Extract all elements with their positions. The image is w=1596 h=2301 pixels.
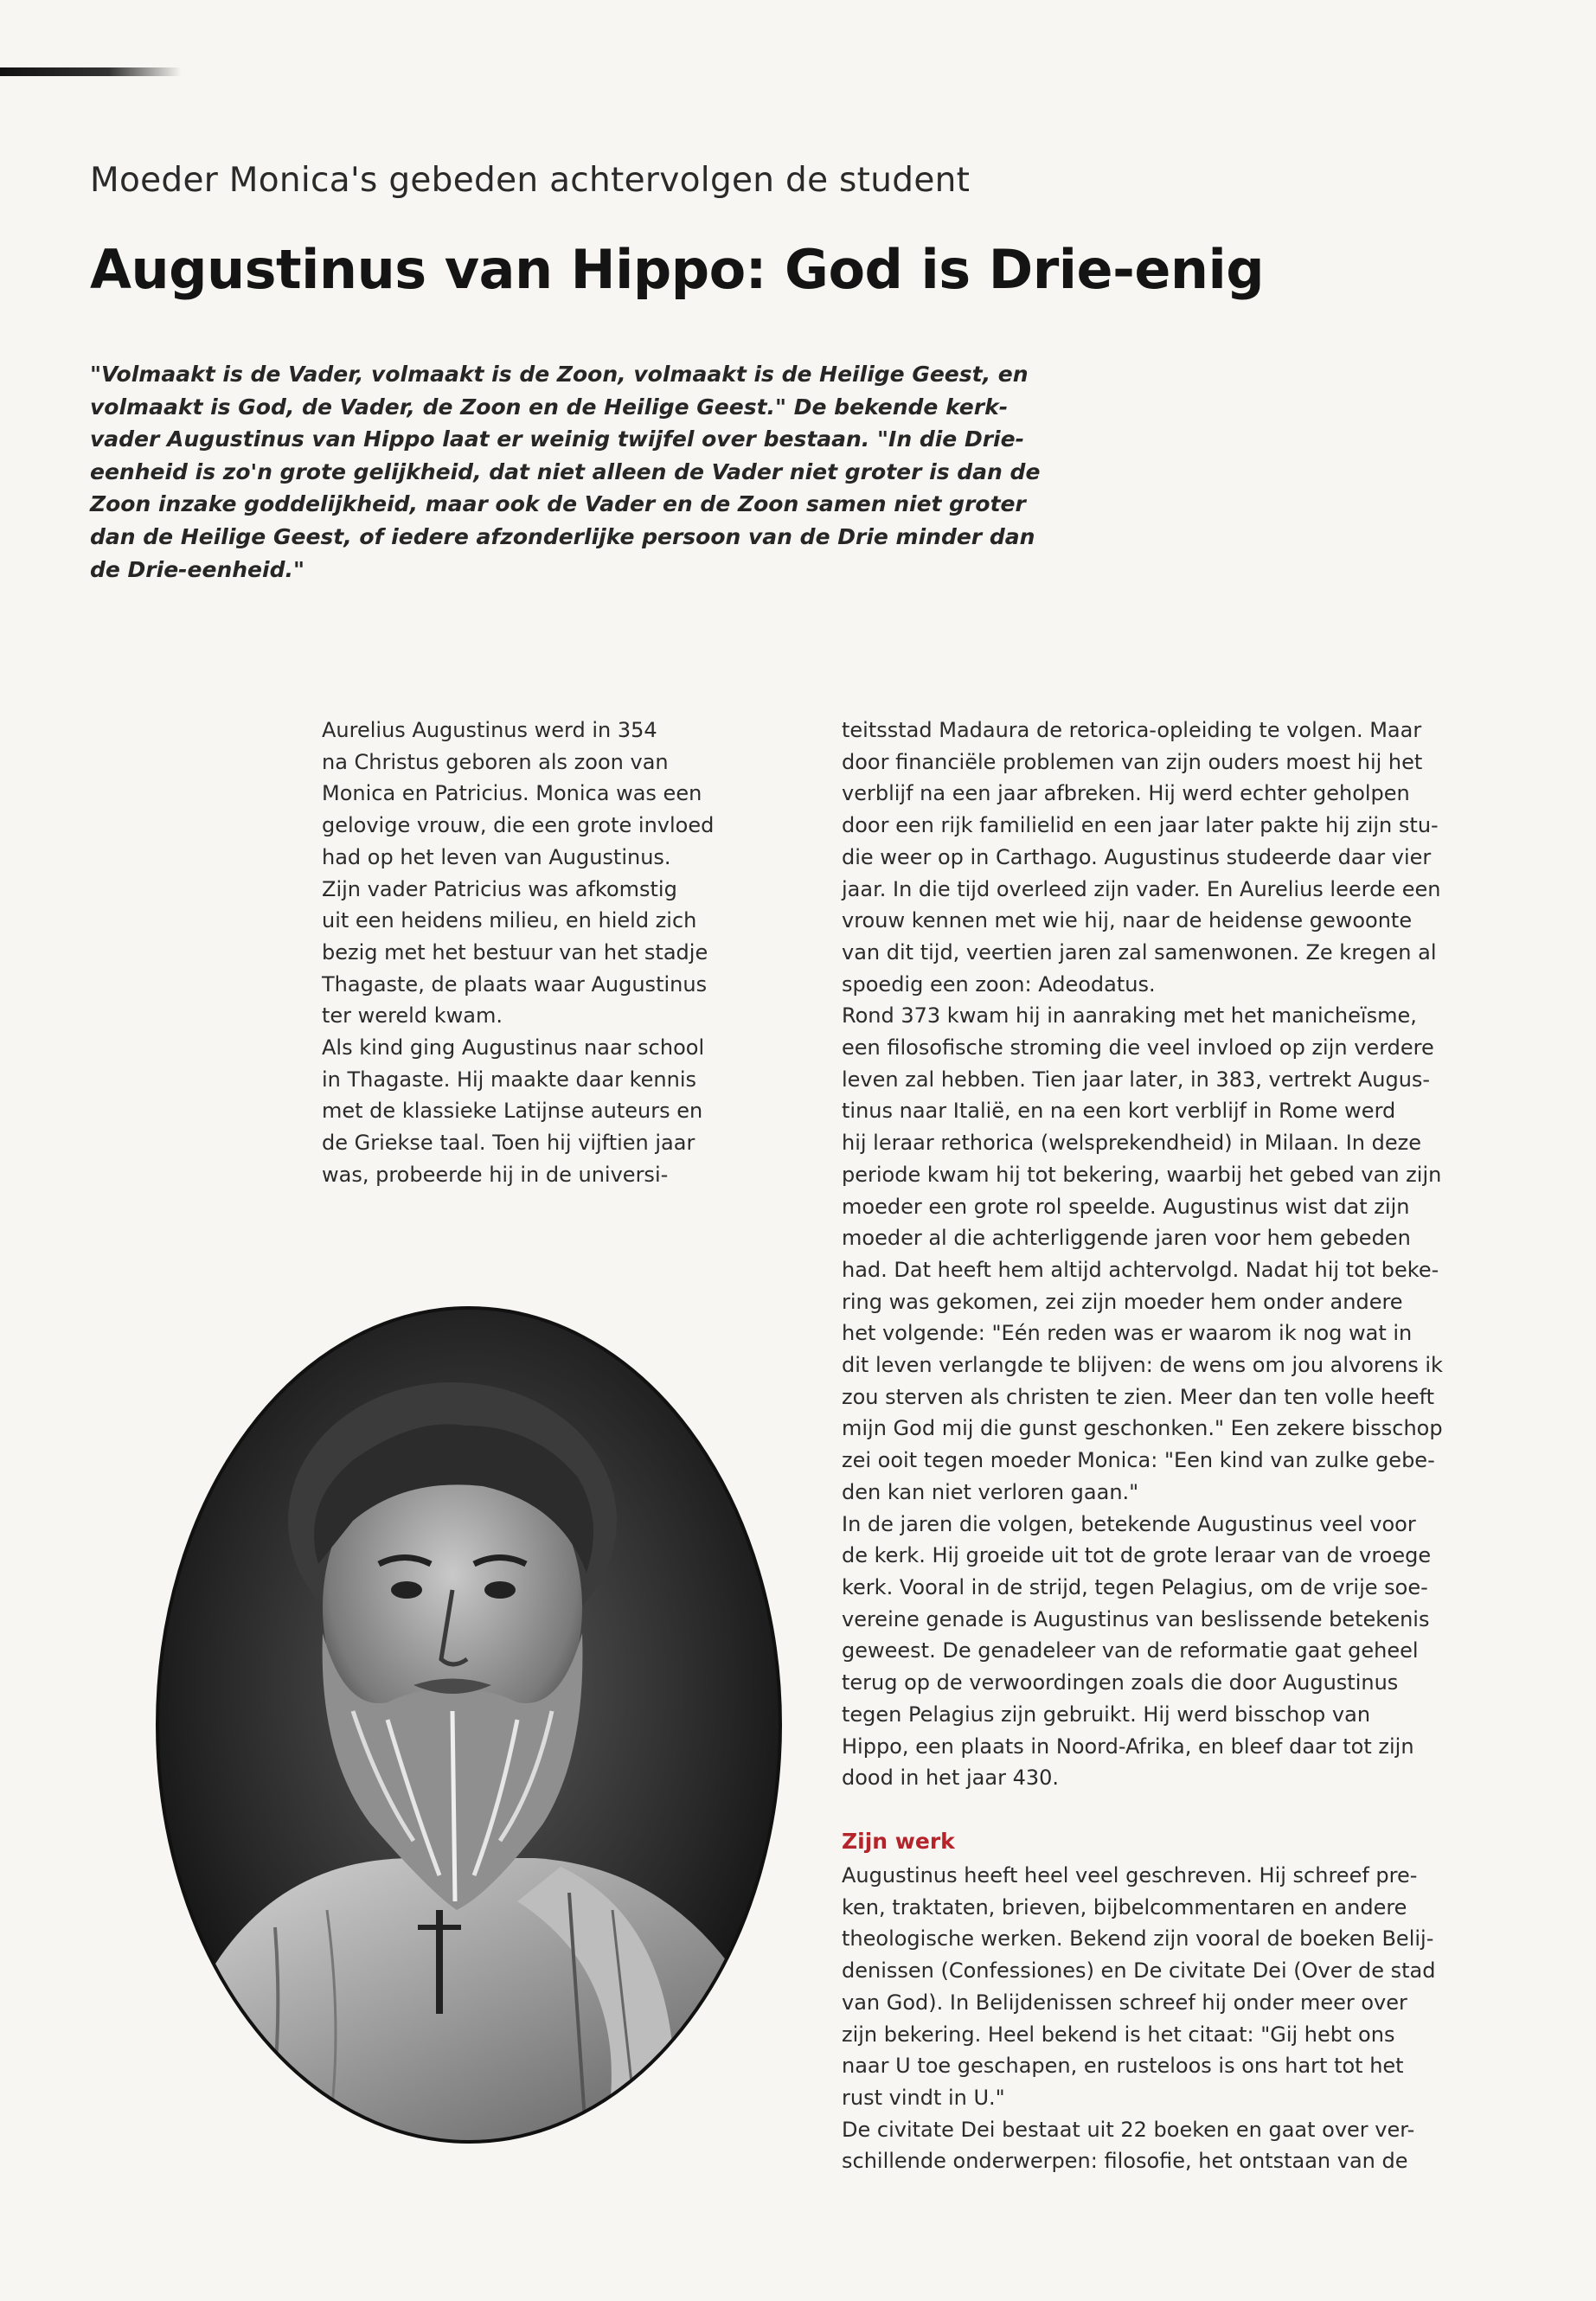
body-line: Hippo, een plaats in Noord-Afrika, en bleef daar tot zijn: [842, 1734, 1414, 1759]
body-line: In de jaren die volgen, betekende Augustinus veel voor: [842, 1511, 1416, 1536]
body-line: jaar. In die tijd overleed zijn vader. En Aurelius leerde een: [842, 876, 1441, 901]
body-line: ter wereld kwam.: [322, 1003, 503, 1029]
section-heading: Zijn werk: [842, 1829, 955, 1854]
article-kicker: Moeder Monica's gebeden achtervolgen de student: [90, 161, 971, 200]
intro-quote: [90, 358, 1154, 586]
intro-line: de Drie-eenheid.": [90, 556, 304, 582]
body-line: theologische werken. Bekend zijn vooral de boeken Belij-: [842, 1926, 1434, 1952]
article-title: Augustinus van Hippo: God is Drie-enig: [90, 238, 1265, 301]
body-line: vereine genade is Augustinus van beslissende betekenis: [842, 1606, 1430, 1631]
body-line: na Christus geboren als zoon van: [322, 749, 669, 774]
body-line: teitsstad Madaura de retorica-opleiding te volgen. Maar: [842, 718, 1422, 742]
body-line: de kerk. Hij groeide uit tot de grote leraar van de vroege: [842, 1543, 1432, 1568]
body-line: zijn bekering. Heel bekend is het citaat: "Gij hebt ons: [842, 2022, 1395, 2047]
body-line: geweest. De genadeleer van de reformatie gaat geheel: [842, 1638, 1419, 1663]
body-line: zou sterven als christen te zien. Meer dan ten volle heeft: [842, 1384, 1435, 1409]
augustinus-portrait: [154, 1304, 784, 2145]
body-line: kerk. Vooral in de strijd, tegen Pelagius, om de vrije soe-: [842, 1574, 1428, 1599]
body-line: Zijn vader Patricius was afkomstig: [322, 876, 677, 901]
body-line: vrouw kennen met wie hij, naar de heidense gewoonte: [842, 908, 1413, 933]
body-column-right: [842, 715, 1508, 1794]
intro-line: "Volmaakt is de Vader, volmaakt is de Zoon, volmaakt is de Heilige Geest, en: [90, 362, 1029, 387]
body-line: door financiële problemen van zijn ouders moest hij het: [842, 749, 1423, 774]
body-line: van dit tijd, veertien jaren zal samenwonen. Ze kregen al: [842, 939, 1437, 965]
body-line: door een rijk familielid en een jaar later pakte hij zijn stu-: [842, 813, 1439, 838]
body-line: Thagaste, de plaats waar Augustinus: [322, 971, 708, 997]
body-line: dood in het jaar 430.: [842, 1766, 1060, 1791]
intro-line: eenheid is zo'n grote gelijkheid, dat niet alleen de Vader niet groter is dan de: [90, 458, 1041, 484]
intro-line: vader Augustinus van Hippo laat er weinig twijfel over bestaan. "In die Drie-: [90, 426, 1024, 452]
body-line: De civitate Dei bestaat uit 22 boeken en gaat over ver-: [842, 2117, 1415, 2142]
body-line: bezig met het bestuur van het stadje: [322, 939, 708, 965]
body-line: periode kwam hij tot bekering, waarbij het gebed van zijn: [842, 1162, 1442, 1187]
body-line: het volgende: "Eén reden was er waarom ik nog wat in: [842, 1321, 1413, 1346]
body-line: Aurelius Augustinus werd in 354: [322, 718, 657, 742]
corner-rule: [0, 67, 182, 76]
body-line: denissen (Confessiones) en De civitate Dei (Over de stad: [842, 1958, 1436, 1984]
body-line: zei ooit tegen moeder Monica: "Een kind van zulke gebe-: [842, 1448, 1435, 1473]
intro-line: dan de Heilige Geest, of iedere afzonderlijke persoon van de Drie minder dan: [90, 523, 1035, 549]
body-column-left: [322, 715, 789, 1191]
body-line: de Griekse taal. Toen hij vijftien jaar: [322, 1131, 695, 1156]
body-line: was, probeerde hij in de universi-: [322, 1162, 669, 1187]
body-line: den kan niet verloren gaan.": [842, 1479, 1139, 1504]
body-line: Als kind ging Augustinus naar school: [322, 1035, 705, 1061]
body-line: Rond 373 kwam hij in aanraking met het manicheïsme,: [842, 1003, 1417, 1029]
body-line: gelovige vrouw, die een grote invloed: [322, 813, 715, 838]
body-line: in Thagaste. Hij maakte daar kennis: [322, 1067, 697, 1092]
body-line: uit een heidens milieu, en hield zich: [322, 908, 697, 933]
body-line: tegen Pelagius zijn gebruikt. Hij werd bisschop van: [842, 1702, 1371, 1727]
body-line: rust vindt in U.": [842, 2085, 1005, 2110]
body-line: had. Dat heeft hem altijd achtervolgd. Nadat hij tot beke-: [842, 1257, 1439, 1282]
body-line: leven zal hebben. Tien jaar later, in 383, vertrekt Augus-: [842, 1067, 1431, 1092]
body-line: verblijf na een jaar afbreken. Hij werd echter geholpen: [842, 781, 1410, 806]
body-line: had op het leven van Augustinus.: [322, 844, 671, 869]
body-line: Monica en Patricius. Monica was een: [322, 781, 702, 806]
body-line: dit leven verlangde te blijven: de wens om jou alvorens ik: [842, 1353, 1443, 1378]
body-line: moeder al die achterliggende jaren voor hem gebeden: [842, 1226, 1411, 1251]
body-line: ken, traktaten, brieven, bijbelcommentaren en andere: [842, 1894, 1407, 1920]
body-line: ring was gekomen, zei zijn moeder hem onder andere: [842, 1289, 1403, 1314]
intro-line: volmaakt is God, de Vader, de Zoon en de Heilige Geest." De bekende kerk-: [90, 394, 1009, 420]
body-line: van God). In Belijdenissen schreef hij onder meer over: [842, 1990, 1407, 2015]
section-body: [842, 1860, 1508, 2177]
body-line: moeder een grote rol speelde. Augustinus wist dat zijn: [842, 1194, 1410, 1219]
body-line: terug op de verwoordingen zoals die door Augustinus: [842, 1670, 1399, 1695]
body-line: Augustinus heeft heel veel geschreven. Hij schreef pre-: [842, 1863, 1418, 1888]
body-line: mijn God mij die gunst geschonken." Een zekere bisschop: [842, 1416, 1443, 1441]
body-line: met de klassieke Latijnse auteurs en: [322, 1099, 703, 1124]
body-line: naar U toe geschapen, en rusteloos is ons hart tot het: [842, 2054, 1404, 2079]
body-line: hij leraar rethorica (welsprekendheid) in Milaan. In deze: [842, 1131, 1421, 1156]
body-line: die weer op in Carthago. Augustinus studeerde daar vier: [842, 844, 1432, 869]
body-line: schillende onderwerpen: filosofie, het ontstaan van de: [842, 2149, 1408, 2174]
body-line: een filosofische stroming die veel invloed op zijn verdere: [842, 1035, 1434, 1061]
intro-line: Zoon inzake goddelijkheid, maar ook de Vader en de Zoon samen niet groter: [90, 491, 1026, 517]
body-line: tinus naar Italië, en na een kort verblijf in Rome werd: [842, 1099, 1396, 1124]
body-line: spoedig een zoon: Adeodatus.: [842, 971, 1156, 997]
